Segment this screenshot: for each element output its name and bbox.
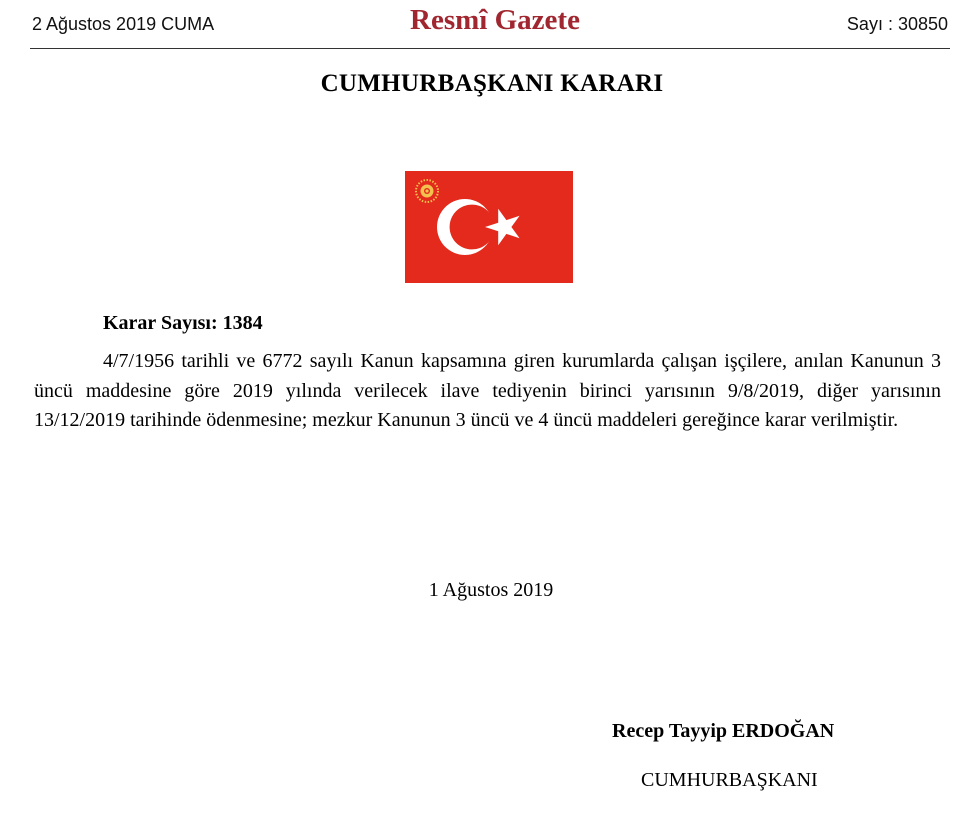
decree-body-text: 4/7/1956 tarihli ve 6772 sayılı Kanun kapsamına giren kurumlarda çalışan işçilere, anılan Kanunun 3 üncü maddesine göre 2019 yılında verilecek ilave tediyenin birinci yarısının 9/8/2019, diğer yarısının 13/12/2019 tarihinde ödenmesine; mezkur Kanunun 3 üncü ve 4 üncü maddeleri gereğince karar verilmiştir. [34, 350, 941, 431]
gazette-issue-number: Sayı : 30850 [846, 14, 948, 34]
decision-number: Karar Sayısı: 1384 [103, 312, 263, 334]
gazette-masthead: Resmî Gazete [410, 4, 580, 36]
decree-title: CUMHURBAŞKANI KARARI [320, 70, 664, 97]
decree-date: 1 Ağustos 2019 [428, 579, 554, 601]
gazette-date: 2 Ağustos 2019 CUMA [32, 14, 215, 34]
signatory-title: CUMHURBAŞKANI [641, 769, 818, 791]
signatory-name: Recep Tayyip ERDOĞAN [612, 720, 835, 742]
turkish-flag-icon [405, 171, 573, 283]
header-divider [30, 48, 950, 49]
